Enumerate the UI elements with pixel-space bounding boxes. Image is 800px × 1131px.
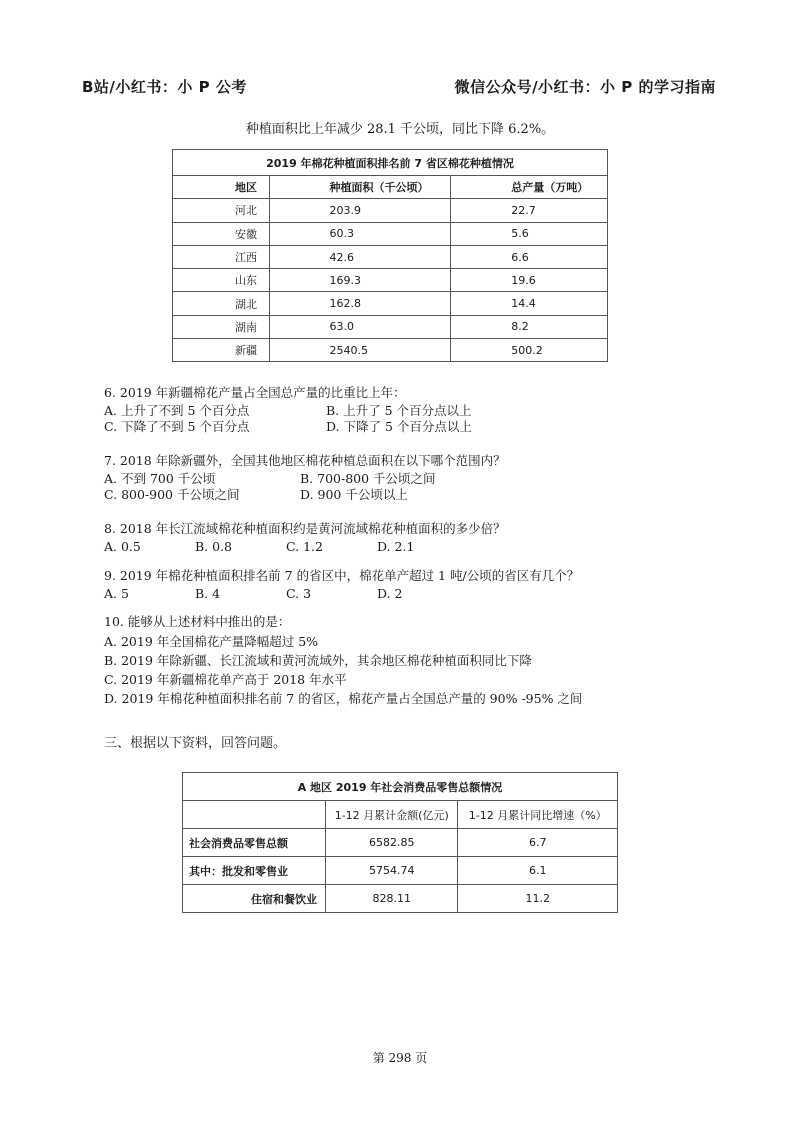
option-a: A. 2019 年全国棉花产量降幅超过 5% (104, 634, 319, 649)
column-header: 1-12 月累计金额(亿元) (326, 801, 458, 829)
output-cell: 19.6 (451, 269, 608, 292)
option-b: B. 700-800 千公顷之间 (300, 470, 436, 486)
option-a: A. 5 (104, 585, 129, 601)
question-stem: 8. 2018 年长江流域棉花种植面积约是黄河流域棉花种植面积的多少倍？ (104, 521, 506, 536)
option-a: A. 不到 700 千公顷 (104, 470, 216, 486)
sales-table-title: A 地区 2019 年社会消费品零售总额情况 (183, 773, 618, 801)
area-cell: 169.3 (269, 269, 451, 292)
option-c: C. 3 (286, 585, 312, 601)
amount-cell: 6582.85 (326, 829, 458, 857)
table-row (183, 829, 618, 857)
question-10 (104, 612, 582, 708)
option-d: D. 2 (377, 585, 403, 601)
region-cell: 河北 (173, 199, 270, 222)
question-stem: 6. 2019 年新疆棉花产量占全国总产量的比重比上年： (104, 385, 406, 400)
region-cell: 新疆 (173, 339, 270, 362)
option-b: B. 4 (195, 585, 221, 601)
option-b: B. 上升了 5 个百分点以上 (326, 402, 472, 418)
region-cell: 湖南 (173, 315, 270, 338)
option-d: D. 下降了 5 个百分点以上 (326, 419, 472, 434)
region-cell: 山东 (173, 269, 270, 292)
row-label: 住宿和餐饮业 (183, 885, 326, 913)
option-c: C. 下降了不到 5 个百分点 (104, 419, 250, 434)
intro-text: 种植面积比上年减少 28.1 千公顷，同比下降 6.2%。 (245, 122, 555, 137)
option-c: C. 800-900 千公顷之间 (104, 487, 240, 502)
growth-cell: 6.1 (458, 857, 618, 885)
table-row (173, 199, 608, 222)
option-b: B. 0.8 (195, 538, 233, 554)
row-label: 社会消费品零售总额 (183, 829, 326, 857)
row-label: 其中：批发和零售业 (183, 857, 326, 885)
table-row (173, 245, 608, 268)
option-a: A. 0.5 (104, 538, 141, 554)
question-stem: 9. 2019 年棉花种植面积排名前 7 的省区中，棉花单产超过 1 吨/公顷的省区有几个？ (104, 568, 580, 583)
area-cell: 60.3 (269, 222, 451, 245)
question-stem: 7. 2018 年除新疆外，全国其他地区棉花种植总面积在以下哪个范围内？ (104, 453, 506, 468)
growth-cell: 6.7 (458, 829, 618, 857)
region-cell: 安徽 (173, 222, 270, 245)
cotton-table (172, 149, 608, 362)
column-header: 总产量（万吨） (451, 176, 608, 199)
option-b: B. 2019 年除新疆、长江流域和黄河流域外，其余地区棉花种植面积同比下降 (104, 653, 532, 668)
output-cell: 22.7 (451, 199, 608, 222)
column-header: 1-12 月累计同比增速（%） (458, 801, 618, 829)
table-row (183, 857, 618, 885)
question-7 (104, 453, 506, 504)
growth-cell: 11.2 (458, 885, 618, 913)
header-left: B站/小红书：小 P 公考 (82, 78, 247, 96)
option-c: C. 1.2 (286, 538, 323, 554)
cotton-table-title: 2019 年棉花种植面积排名前 7 省区棉花种植情况 (173, 150, 608, 176)
option-d: D. 2019 年棉花种植面积排名前 7 的省区，棉花产量占全国总产量的 90% -95% 之间 (104, 691, 583, 706)
empty-header-cell (183, 801, 326, 829)
sales-table (182, 772, 618, 913)
column-header: 种植面积（千公顷） (269, 176, 451, 199)
output-cell: 6.6 (451, 245, 608, 268)
area-cell: 63.0 (269, 315, 451, 338)
option-a: A. 上升了不到 5 个百分点 (104, 402, 250, 418)
table-row (173, 339, 608, 362)
option-c: C. 2019 年新疆棉花单产高于 2018 年水平 (104, 672, 347, 687)
question-6 (104, 385, 472, 436)
table-row (173, 222, 608, 245)
area-cell: 162.8 (269, 292, 451, 315)
question-9 (104, 568, 579, 602)
option-d: D. 900 千公顷以上 (300, 487, 408, 502)
table-row (173, 269, 608, 292)
section-heading: 三、根据以下资料，回答问题。 (104, 736, 287, 751)
output-cell: 14.4 (451, 292, 608, 315)
amount-cell: 828.11 (326, 885, 458, 913)
question-stem: 10. 能够从上述材料中推出的是： (104, 614, 291, 629)
output-cell: 5.6 (451, 222, 608, 245)
region-cell: 江西 (173, 245, 270, 268)
output-cell: 500.2 (451, 339, 608, 362)
area-cell: 42.6 (269, 245, 451, 268)
area-cell: 203.9 (269, 199, 451, 222)
option-d: D. 2.1 (377, 538, 415, 554)
question-8 (104, 521, 506, 555)
area-cell: 2540.5 (269, 339, 451, 362)
table-header-row (183, 801, 618, 829)
table-row (173, 315, 608, 338)
table-row (183, 885, 618, 913)
table-header-row (173, 176, 608, 199)
output-cell: 8.2 (451, 315, 608, 338)
table-row (173, 292, 608, 315)
amount-cell: 5754.74 (326, 857, 458, 885)
header-right: 微信公众号/小红书：小 P 的学习指南 (454, 78, 716, 96)
column-header: 地区 (173, 176, 270, 199)
region-cell: 湖北 (173, 292, 270, 315)
page-number: 第 298 页 (372, 1051, 428, 1065)
